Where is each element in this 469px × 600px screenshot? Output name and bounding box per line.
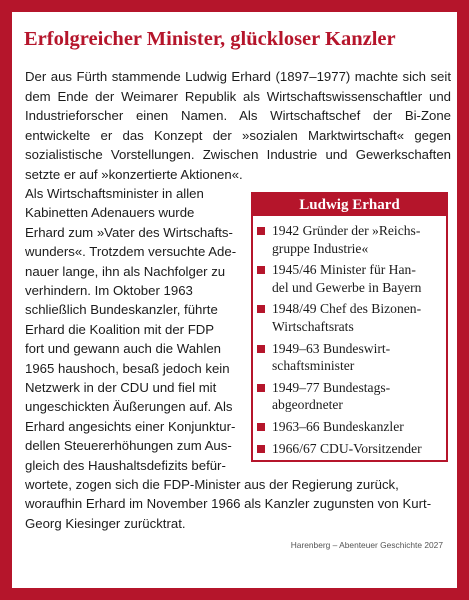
biography-list-item: [253, 261, 446, 296]
biography-item-text: Wirtschaftsrats: [272, 318, 354, 334]
biography-item-text: 1949–77 Bundestags-: [272, 379, 391, 395]
body-text-line: ungeschickten Äußerungen auf. Als: [25, 399, 233, 415]
body-text-line: 1965 haushoch, besaß jedoch kein: [25, 360, 230, 376]
body-text-line: Georg Kiesinger zurücktrat.: [25, 515, 186, 531]
square-bullet-icon: [257, 423, 265, 431]
body-text-line: gleich des Haushaltsdefizits befür-: [25, 457, 226, 473]
biography-item-text: schaftsminister: [272, 358, 355, 374]
biography-item-text: 1942 Gründer der »Reichs-: [272, 223, 421, 238]
biography-list-item: [253, 340, 446, 375]
body-text-line: wunders«. Trotzdem versuchte Ade-: [25, 244, 237, 260]
square-bullet-icon: [257, 384, 265, 392]
biography-item-text: 1966/67 CDU-Vorsitzender: [272, 440, 422, 456]
body-text-line: nauer lange, ihn als Nachfolger zu: [25, 263, 226, 279]
body-text-line: dellen Steuererhöhungen zum Aus-: [25, 438, 232, 454]
biography-item-text: gruppe Industrie«: [272, 240, 369, 256]
body-text-continuation: [25, 475, 451, 533]
biography-list-item: [253, 300, 446, 335]
body-text-line: fort und gewann auch die Wahlen: [25, 341, 221, 357]
body-text-line: schließlich Bundeskanzler, führte: [25, 302, 218, 318]
page-title: Erfolgreicher Minister, glückloser Kanzler: [24, 28, 396, 50]
body-text-line: wortete, zogen sich die FDP-Minister aus der Regierung zurück,: [25, 477, 399, 492]
biography-box: [251, 192, 448, 462]
biography-item-text: 1963–66 Bundeskanzler: [272, 418, 404, 434]
biography-item-text: del und Gewerbe in Bayern: [272, 279, 422, 295]
square-bullet-icon: [257, 227, 265, 235]
credit-line: Harenberg – Abenteuer Geschichte 2027: [290, 540, 443, 550]
body-text-line: Kabinetten Adenauers wurde: [25, 205, 195, 221]
body-text-line: Erhard die Koalition mit der FDP: [25, 321, 215, 337]
body-text-line: Als Wirtschaftsminister in allen: [25, 186, 204, 201]
body-text-line: Netzwerk in der CDU und fiel mit: [25, 380, 217, 396]
biography-item-text: 1945/46 Minister für Han-: [272, 262, 416, 278]
square-bullet-icon: [257, 266, 265, 274]
body-text-column: [25, 184, 261, 475]
biography-list-item: [253, 418, 446, 436]
calendar-page: [12, 12, 457, 588]
biography-list: [253, 216, 446, 457]
biography-list-item: [253, 379, 446, 414]
body-text-line: Erhard angesichts einer Konjunktur-: [25, 418, 236, 434]
biography-box-heading: Ludwig Erhard: [253, 194, 446, 216]
square-bullet-icon: [257, 445, 265, 453]
biography-item-text: 1948/49 Chef des Bizonen-: [272, 301, 422, 317]
square-bullet-icon: [257, 305, 265, 313]
intro-paragraph: Der aus Fürth stammende Ludwig Erhard (1897–1977) machte sich seit dem Ende der Weimarer Republik als Wirtschaftswissenschaftler und Industrieforscher einen Namen. Als Wirtschaftschef der Bi-Zone entwickelte er das Konzept der »sozialen Marktwirtschaft« gegen sozialistische Vorstellungen. Zwischen Industrie und Gewerkschaften setzte er auf »konzertierte Aktionen«.: [25, 69, 451, 182]
biography-item-text: 1949–63 Bundeswirt-: [272, 340, 391, 356]
body-text-line: verhindern. Im Oktober 1963: [25, 283, 193, 299]
biography-list-item: [253, 222, 446, 257]
biography-list-item: [253, 440, 446, 458]
body-text-line: Erhard zum »Vater des Wirtschafts-: [25, 224, 233, 240]
biography-item-text: abgeordneter: [272, 397, 343, 413]
body-text-line: woraufhin Erhard im November 1966 als Kanzler zugunsten von Kurt-: [25, 496, 432, 512]
square-bullet-icon: [257, 345, 265, 353]
